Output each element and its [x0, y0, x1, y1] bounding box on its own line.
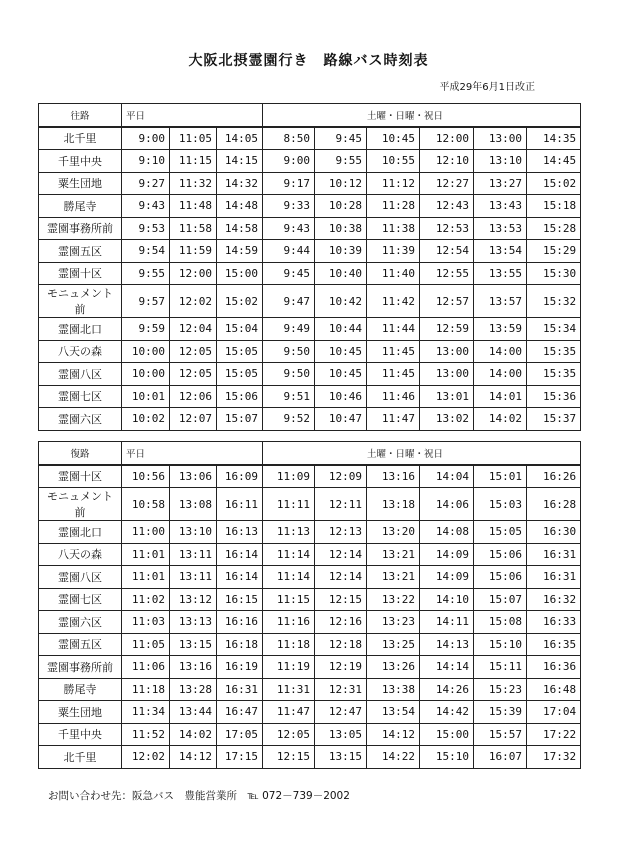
weekday-departure-time: 11:06 — [122, 656, 170, 679]
weekend-departure-time: 16:07 — [474, 746, 527, 769]
weekday-departure-time: 16:14 — [217, 566, 263, 589]
stop-name: 北千里 — [39, 127, 122, 150]
weekend-departure-time: 10:40 — [315, 262, 367, 285]
weekend-departure-time: 9:45 — [315, 127, 367, 150]
weekday-departure-time: 16:11 — [217, 488, 263, 521]
weekday-departure-time: 10:00 — [122, 363, 170, 386]
weekend-departure-time: 13:25 — [367, 633, 420, 656]
table-row — [39, 656, 581, 679]
stop-name: 千里中央 — [39, 150, 122, 173]
weekday-header: 平日 — [122, 442, 263, 465]
weekend-departure-time: 15:05 — [474, 521, 527, 544]
header-row — [39, 442, 581, 465]
weekend-departure-time: 15:35 — [527, 340, 581, 363]
weekend-departure-time: 16:31 — [527, 566, 581, 589]
weekday-departure-time: 15:05 — [217, 340, 263, 363]
weekday-departure-time: 12:00 — [170, 262, 217, 285]
weekday-departure-time: 14:05 — [217, 127, 263, 150]
weekend-departure-time: 13:00 — [420, 363, 474, 386]
weekend-departure-time: 15:08 — [474, 611, 527, 634]
weekend-departure-time: 14:12 — [367, 723, 420, 746]
weekday-departure-time: 14:12 — [170, 746, 217, 769]
weekend-departure-time: 11:14 — [263, 566, 315, 589]
weekend-departure-time: 11:45 — [367, 363, 420, 386]
stop-name: 勝尾寺 — [39, 678, 122, 701]
weekday-departure-time: 16:09 — [217, 465, 263, 488]
weekend-departure-time: 13:53 — [474, 217, 527, 240]
weekend-departure-time: 8:50 — [263, 127, 315, 150]
stop-name: モニュメント前 — [39, 488, 122, 521]
stop-name: 千里中央 — [39, 723, 122, 746]
weekend-departure-time: 16:36 — [527, 656, 581, 679]
weekday-departure-time: 15:05 — [217, 363, 263, 386]
weekend-departure-time: 12:14 — [315, 566, 367, 589]
weekend-departure-time: 14:01 — [474, 385, 527, 408]
weekend-departure-time: 15:10 — [474, 633, 527, 656]
weekday-departure-time: 15:07 — [217, 408, 263, 431]
stop-name: モニュメント前 — [39, 285, 122, 318]
weekend-departure-time: 15:23 — [474, 678, 527, 701]
weekend-departure-time: 9:44 — [263, 240, 315, 263]
weekend-departure-time: 13:54 — [474, 240, 527, 263]
weekday-departure-time: 9:54 — [122, 240, 170, 263]
weekend-departure-time: 12:31 — [315, 678, 367, 701]
weekday-departure-time: 13:11 — [170, 543, 217, 566]
stop-name: 霊園八区 — [39, 566, 122, 589]
stop-name: 八天の森 — [39, 340, 122, 363]
weekend-departure-time: 15:02 — [527, 172, 581, 195]
weekend-departure-time: 10:47 — [315, 408, 367, 431]
table-row — [39, 701, 581, 724]
table-row — [39, 172, 581, 195]
weekend-departure-time: 10:42 — [315, 285, 367, 318]
stop-name: 粟生団地 — [39, 172, 122, 195]
weekday-departure-time: 10:58 — [122, 488, 170, 521]
table-row — [39, 611, 581, 634]
weekday-departure-time: 10:01 — [122, 385, 170, 408]
weekday-header: 平日 — [122, 104, 263, 127]
weekday-departure-time: 11:15 — [170, 150, 217, 173]
weekend-departure-time: 9:55 — [315, 150, 367, 173]
weekend-departure-time: 13:21 — [367, 566, 420, 589]
revision-date: 平成29年6月1日改正 — [439, 82, 535, 93]
weekend-departure-time: 11:14 — [263, 543, 315, 566]
return-timetable — [38, 441, 581, 769]
weekday-departure-time: 13:15 — [170, 633, 217, 656]
weekend-header: 土曜・日曜・祝日 — [263, 442, 581, 465]
weekend-departure-time: 13:01 — [420, 385, 474, 408]
weekday-departure-time: 9:53 — [122, 217, 170, 240]
weekend-departure-time: 9:52 — [263, 408, 315, 431]
weekday-departure-time: 11:48 — [170, 195, 217, 218]
weekend-departure-time: 13:22 — [367, 588, 420, 611]
weekend-departure-time: 14:22 — [367, 746, 420, 769]
weekend-departure-time: 13:00 — [420, 340, 474, 363]
weekday-departure-time: 12:06 — [170, 385, 217, 408]
weekday-departure-time: 10:02 — [122, 408, 170, 431]
weekend-departure-time: 14:11 — [420, 611, 474, 634]
weekend-departure-time: 10:46 — [315, 385, 367, 408]
weekday-departure-time: 11:05 — [122, 633, 170, 656]
stop-name: 霊園十区 — [39, 465, 122, 488]
weekday-departure-time: 14:32 — [217, 172, 263, 195]
weekend-departure-time: 15:39 — [474, 701, 527, 724]
weekday-departure-time: 11:34 — [122, 701, 170, 724]
stop-name: 霊園六区 — [39, 408, 122, 431]
weekend-departure-time: 9:50 — [263, 340, 315, 363]
table-row — [39, 285, 581, 318]
table-row — [39, 746, 581, 769]
weekday-departure-time: 12:05 — [170, 363, 217, 386]
weekend-departure-time: 12:53 — [420, 217, 474, 240]
weekday-departure-time: 12:04 — [170, 318, 217, 341]
weekend-departure-time: 11:45 — [367, 340, 420, 363]
weekend-departure-time: 11:09 — [263, 465, 315, 488]
table-row — [39, 465, 581, 488]
weekday-departure-time: 9:10 — [122, 150, 170, 173]
weekday-departure-time: 13:12 — [170, 588, 217, 611]
table-row — [39, 723, 581, 746]
stop-name: 勝尾寺 — [39, 195, 122, 218]
weekend-departure-time: 15:30 — [527, 262, 581, 285]
contact-info: お問い合わせ先：阪急バス 豊能営業所 ℡ 072－739－2002 — [48, 790, 350, 802]
stop-name: 粟生団地 — [39, 701, 122, 724]
weekend-header: 土曜・日曜・祝日 — [263, 104, 581, 127]
weekend-departure-time: 10:44 — [315, 318, 367, 341]
weekend-departure-time: 11:18 — [263, 633, 315, 656]
weekend-departure-time: 14:09 — [420, 566, 474, 589]
weekday-departure-time: 13:11 — [170, 566, 217, 589]
stop-name: 霊園事務所前 — [39, 656, 122, 679]
weekend-departure-time: 16:28 — [527, 488, 581, 521]
weekend-departure-time: 13:26 — [367, 656, 420, 679]
table-row — [39, 318, 581, 341]
weekend-departure-time: 15:34 — [527, 318, 581, 341]
weekend-departure-time: 10:12 — [315, 172, 367, 195]
route-label: 復路 — [39, 442, 122, 465]
weekend-departure-time: 15:18 — [527, 195, 581, 218]
weekend-departure-time: 15:36 — [527, 385, 581, 408]
weekend-departure-time: 11:28 — [367, 195, 420, 218]
table-row — [39, 566, 581, 589]
weekend-departure-time: 14:45 — [527, 150, 581, 173]
weekend-departure-time: 9:50 — [263, 363, 315, 386]
weekend-departure-time: 14:00 — [474, 363, 527, 386]
weekend-departure-time: 12:11 — [315, 488, 367, 521]
weekday-departure-time: 16:13 — [217, 521, 263, 544]
weekend-departure-time: 16:26 — [527, 465, 581, 488]
weekend-departure-time: 12:47 — [315, 701, 367, 724]
weekend-departure-time: 16:35 — [527, 633, 581, 656]
weekday-departure-time: 11:18 — [122, 678, 170, 701]
weekday-departure-time: 16:15 — [217, 588, 263, 611]
weekend-departure-time: 17:32 — [527, 746, 581, 769]
weekend-departure-time: 13:15 — [315, 746, 367, 769]
weekday-departure-time: 11:00 — [122, 521, 170, 544]
table-row — [39, 363, 581, 386]
weekend-departure-time: 12:57 — [420, 285, 474, 318]
weekend-departure-time: 15:37 — [527, 408, 581, 431]
weekday-departure-time: 16:19 — [217, 656, 263, 679]
weekday-departure-time: 16:18 — [217, 633, 263, 656]
weekend-departure-time: 16:31 — [527, 543, 581, 566]
weekend-departure-time: 14:04 — [420, 465, 474, 488]
weekend-departure-time: 12:43 — [420, 195, 474, 218]
table-row — [39, 195, 581, 218]
table-row — [39, 633, 581, 656]
stop-name: 霊園八区 — [39, 363, 122, 386]
weekday-departure-time: 16:47 — [217, 701, 263, 724]
weekend-departure-time: 13:43 — [474, 195, 527, 218]
weekend-departure-time: 17:22 — [527, 723, 581, 746]
weekend-departure-time: 12:05 — [263, 723, 315, 746]
table-row — [39, 262, 581, 285]
table-row — [39, 678, 581, 701]
page-title: 大阪北摂霊園行き 路線バス時刻表 — [188, 53, 429, 69]
weekend-departure-time: 12:14 — [315, 543, 367, 566]
weekend-departure-time: 14:10 — [420, 588, 474, 611]
weekday-departure-time: 14:02 — [170, 723, 217, 746]
weekday-departure-time: 12:05 — [170, 340, 217, 363]
weekday-departure-time: 15:06 — [217, 385, 263, 408]
weekday-departure-time: 11:02 — [122, 588, 170, 611]
table-row — [39, 217, 581, 240]
weekend-departure-time: 14:42 — [420, 701, 474, 724]
weekday-departure-time: 9:59 — [122, 318, 170, 341]
weekend-departure-time: 9:17 — [263, 172, 315, 195]
weekday-departure-time: 9:55 — [122, 262, 170, 285]
weekend-departure-time: 15:32 — [527, 285, 581, 318]
weekend-departure-time: 13:57 — [474, 285, 527, 318]
stop-name: 北千里 — [39, 746, 122, 769]
stop-name: 八天の森 — [39, 543, 122, 566]
weekend-departure-time: 13:21 — [367, 543, 420, 566]
weekend-departure-time: 14:26 — [420, 678, 474, 701]
weekend-departure-time: 13:59 — [474, 318, 527, 341]
weekend-departure-time: 12:54 — [420, 240, 474, 263]
weekend-departure-time: 12:55 — [420, 262, 474, 285]
weekday-departure-time: 11:03 — [122, 611, 170, 634]
weekend-departure-time: 14:08 — [420, 521, 474, 544]
weekend-departure-time: 15:11 — [474, 656, 527, 679]
table-row — [39, 543, 581, 566]
stop-name: 霊園北口 — [39, 318, 122, 341]
weekend-departure-time: 13:20 — [367, 521, 420, 544]
stop-name: 霊園北口 — [39, 521, 122, 544]
weekday-departure-time: 11:01 — [122, 543, 170, 566]
weekend-departure-time: 9:33 — [263, 195, 315, 218]
weekend-departure-time: 11:39 — [367, 240, 420, 263]
outbound-timetable — [38, 103, 581, 431]
weekend-departure-time: 9:45 — [263, 262, 315, 285]
weekend-departure-time: 13:16 — [367, 465, 420, 488]
weekend-departure-time: 11:42 — [367, 285, 420, 318]
weekend-departure-time: 12:13 — [315, 521, 367, 544]
weekend-departure-time: 15:57 — [474, 723, 527, 746]
weekday-departure-time: 16:31 — [217, 678, 263, 701]
weekend-departure-time: 10:38 — [315, 217, 367, 240]
weekend-departure-time: 11:31 — [263, 678, 315, 701]
weekday-departure-time: 11:59 — [170, 240, 217, 263]
weekday-departure-time: 15:04 — [217, 318, 263, 341]
weekend-departure-time: 10:45 — [367, 127, 420, 150]
stop-name: 霊園十区 — [39, 262, 122, 285]
weekend-departure-time: 11:47 — [367, 408, 420, 431]
weekday-departure-time: 15:02 — [217, 285, 263, 318]
weekend-departure-time: 11:47 — [263, 701, 315, 724]
weekday-departure-time: 13:06 — [170, 465, 217, 488]
weekday-departure-time: 14:58 — [217, 217, 263, 240]
weekday-departure-time: 9:00 — [122, 127, 170, 150]
weekday-departure-time: 11:05 — [170, 127, 217, 150]
weekend-departure-time: 14:00 — [474, 340, 527, 363]
weekend-departure-time: 9:00 — [263, 150, 315, 173]
weekend-departure-time: 11:40 — [367, 262, 420, 285]
weekend-departure-time: 14:02 — [474, 408, 527, 431]
weekend-departure-time: 15:06 — [474, 543, 527, 566]
weekend-departure-time: 10:39 — [315, 240, 367, 263]
weekday-departure-time: 9:57 — [122, 285, 170, 318]
weekend-departure-time: 11:15 — [263, 588, 315, 611]
weekday-departure-time: 12:02 — [170, 285, 217, 318]
weekend-departure-time: 15:03 — [474, 488, 527, 521]
weekday-departure-time: 13:44 — [170, 701, 217, 724]
weekend-departure-time: 15:29 — [527, 240, 581, 263]
weekend-departure-time: 16:30 — [527, 521, 581, 544]
weekend-departure-time: 15:00 — [420, 723, 474, 746]
table-row — [39, 150, 581, 173]
weekday-departure-time: 13:16 — [170, 656, 217, 679]
weekend-departure-time: 14:14 — [420, 656, 474, 679]
weekend-departure-time: 15:10 — [420, 746, 474, 769]
stop-name: 霊園七区 — [39, 588, 122, 611]
weekend-departure-time: 12:19 — [315, 656, 367, 679]
weekend-departure-time: 9:47 — [263, 285, 315, 318]
weekday-departure-time: 16:16 — [217, 611, 263, 634]
weekend-departure-time: 12:18 — [315, 633, 367, 656]
table-row — [39, 127, 581, 150]
weekend-departure-time: 10:28 — [315, 195, 367, 218]
weekend-departure-time: 15:01 — [474, 465, 527, 488]
weekend-departure-time: 15:35 — [527, 363, 581, 386]
weekend-departure-time: 13:55 — [474, 262, 527, 285]
table-row — [39, 521, 581, 544]
weekend-departure-time: 11:19 — [263, 656, 315, 679]
table-row — [39, 588, 581, 611]
weekend-departure-time: 10:55 — [367, 150, 420, 173]
weekend-departure-time: 12:15 — [263, 746, 315, 769]
weekday-departure-time: 14:59 — [217, 240, 263, 263]
weekend-departure-time: 11:46 — [367, 385, 420, 408]
weekend-departure-time: 15:07 — [474, 588, 527, 611]
weekend-departure-time: 16:33 — [527, 611, 581, 634]
weekend-departure-time: 12:15 — [315, 588, 367, 611]
weekend-departure-time: 12:16 — [315, 611, 367, 634]
weekday-departure-time: 11:01 — [122, 566, 170, 589]
weekend-departure-time: 15:28 — [527, 217, 581, 240]
weekend-departure-time: 13:54 — [367, 701, 420, 724]
weekday-departure-time: 10:00 — [122, 340, 170, 363]
table-row — [39, 488, 581, 521]
weekend-departure-time: 11:44 — [367, 318, 420, 341]
weekend-departure-time: 11:12 — [367, 172, 420, 195]
weekend-departure-time: 12:00 — [420, 127, 474, 150]
weekend-departure-time: 13:27 — [474, 172, 527, 195]
weekend-departure-time: 11:13 — [263, 521, 315, 544]
weekend-departure-time: 11:38 — [367, 217, 420, 240]
stop-name: 霊園六区 — [39, 611, 122, 634]
weekend-departure-time: 13:23 — [367, 611, 420, 634]
weekend-departure-time: 17:04 — [527, 701, 581, 724]
weekday-departure-time: 11:52 — [122, 723, 170, 746]
weekend-departure-time: 13:38 — [367, 678, 420, 701]
weekday-departure-time: 10:56 — [122, 465, 170, 488]
weekday-departure-time: 12:07 — [170, 408, 217, 431]
route-label: 往路 — [39, 104, 122, 127]
weekday-departure-time: 9:43 — [122, 195, 170, 218]
weekday-departure-time: 9:27 — [122, 172, 170, 195]
weekend-departure-time: 11:11 — [263, 488, 315, 521]
weekend-departure-time: 14:06 — [420, 488, 474, 521]
weekday-departure-time: 12:02 — [122, 746, 170, 769]
weekday-departure-time: 14:48 — [217, 195, 263, 218]
stop-name: 霊園五区 — [39, 240, 122, 263]
weekday-departure-time: 16:14 — [217, 543, 263, 566]
weekend-departure-time: 16:32 — [527, 588, 581, 611]
table-row — [39, 340, 581, 363]
weekday-departure-time: 11:32 — [170, 172, 217, 195]
weekday-departure-time: 14:15 — [217, 150, 263, 173]
table-row — [39, 240, 581, 263]
weekday-departure-time: 11:58 — [170, 217, 217, 240]
weekend-departure-time: 13:10 — [474, 150, 527, 173]
weekend-departure-time: 13:00 — [474, 127, 527, 150]
weekend-departure-time: 11:16 — [263, 611, 315, 634]
weekday-departure-time: 13:10 — [170, 521, 217, 544]
stop-name: 霊園事務所前 — [39, 217, 122, 240]
stop-name: 霊園五区 — [39, 633, 122, 656]
weekend-departure-time: 9:43 — [263, 217, 315, 240]
weekday-departure-time: 13:28 — [170, 678, 217, 701]
table-row — [39, 408, 581, 431]
weekend-departure-time: 9:49 — [263, 318, 315, 341]
weekend-departure-time: 12:59 — [420, 318, 474, 341]
weekday-departure-time: 15:00 — [217, 262, 263, 285]
header-row — [39, 104, 581, 127]
weekend-departure-time: 12:27 — [420, 172, 474, 195]
weekend-departure-time: 14:09 — [420, 543, 474, 566]
weekend-departure-time: 15:06 — [474, 566, 527, 589]
weekday-departure-time: 17:15 — [217, 746, 263, 769]
weekend-departure-time: 9:51 — [263, 385, 315, 408]
weekend-departure-time: 13:05 — [315, 723, 367, 746]
weekend-departure-time: 10:45 — [315, 340, 367, 363]
weekend-departure-time: 13:02 — [420, 408, 474, 431]
weekend-departure-time: 10:45 — [315, 363, 367, 386]
weekday-departure-time: 13:08 — [170, 488, 217, 521]
weekend-departure-time: 14:13 — [420, 633, 474, 656]
table-row — [39, 385, 581, 408]
weekday-departure-time: 17:05 — [217, 723, 263, 746]
weekend-departure-time: 12:10 — [420, 150, 474, 173]
weekend-departure-time: 14:35 — [527, 127, 581, 150]
weekend-departure-time: 12:09 — [315, 465, 367, 488]
weekend-departure-time: 16:48 — [527, 678, 581, 701]
weekday-departure-time: 13:13 — [170, 611, 217, 634]
weekend-departure-time: 13:18 — [367, 488, 420, 521]
stop-name: 霊園七区 — [39, 385, 122, 408]
